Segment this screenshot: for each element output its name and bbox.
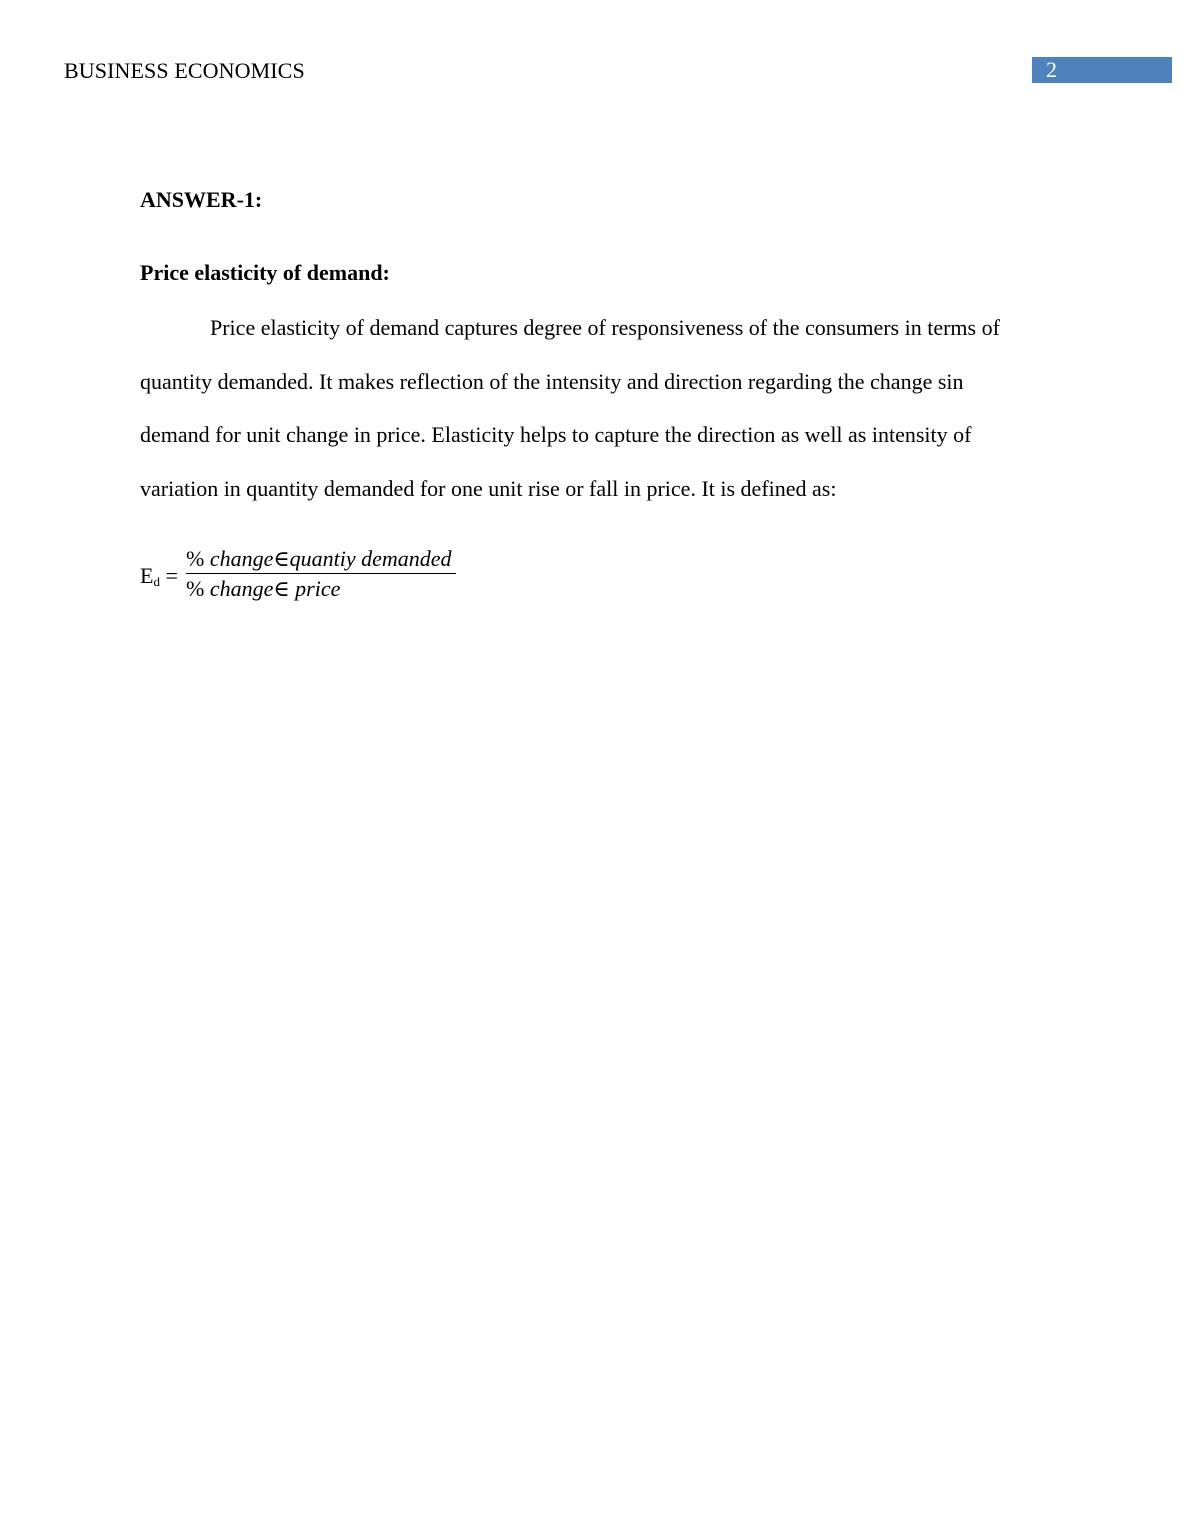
numerator-percent: % — [186, 546, 205, 571]
denominator-percent: % — [186, 576, 205, 601]
paragraph-line: demand for unit change in price. Elasticity helps to capture the direction as well as intensity of — [140, 422, 972, 448]
paragraph-line: quantity demanded. It makes reflection of the intensity and direction regarding the change sin — [140, 368, 964, 394]
formula-equals: = — [159, 563, 184, 588]
answer-heading: ANSWER-1: — [140, 187, 263, 212]
formula-fraction — [186, 545, 456, 604]
formula-symbol: E — [140, 563, 154, 588]
page-number: 2 — [1046, 57, 1057, 82]
section-heading: Price elasticity of demand: — [140, 260, 390, 285]
formula-denominator — [186, 574, 456, 604]
body-paragraph — [140, 301, 1060, 516]
page-number-badge — [1032, 57, 1172, 83]
running-head: BUSINESS ECONOMICS — [64, 58, 305, 83]
paragraph-line: variation in quantity demanded for one unit rise or fall in price. It is defined as: — [140, 476, 837, 502]
numerator-text: change∈quantiy demanded — [204, 546, 452, 571]
paragraph-line: Price elasticity of demand captures degree of responsiveness of the consumers in terms of — [210, 315, 1000, 340]
formula-numerator — [186, 545, 456, 574]
formula-subscript: d — [153, 574, 160, 589]
denominator-text: change∈ price — [204, 576, 341, 601]
formula-lhs — [140, 563, 183, 592]
